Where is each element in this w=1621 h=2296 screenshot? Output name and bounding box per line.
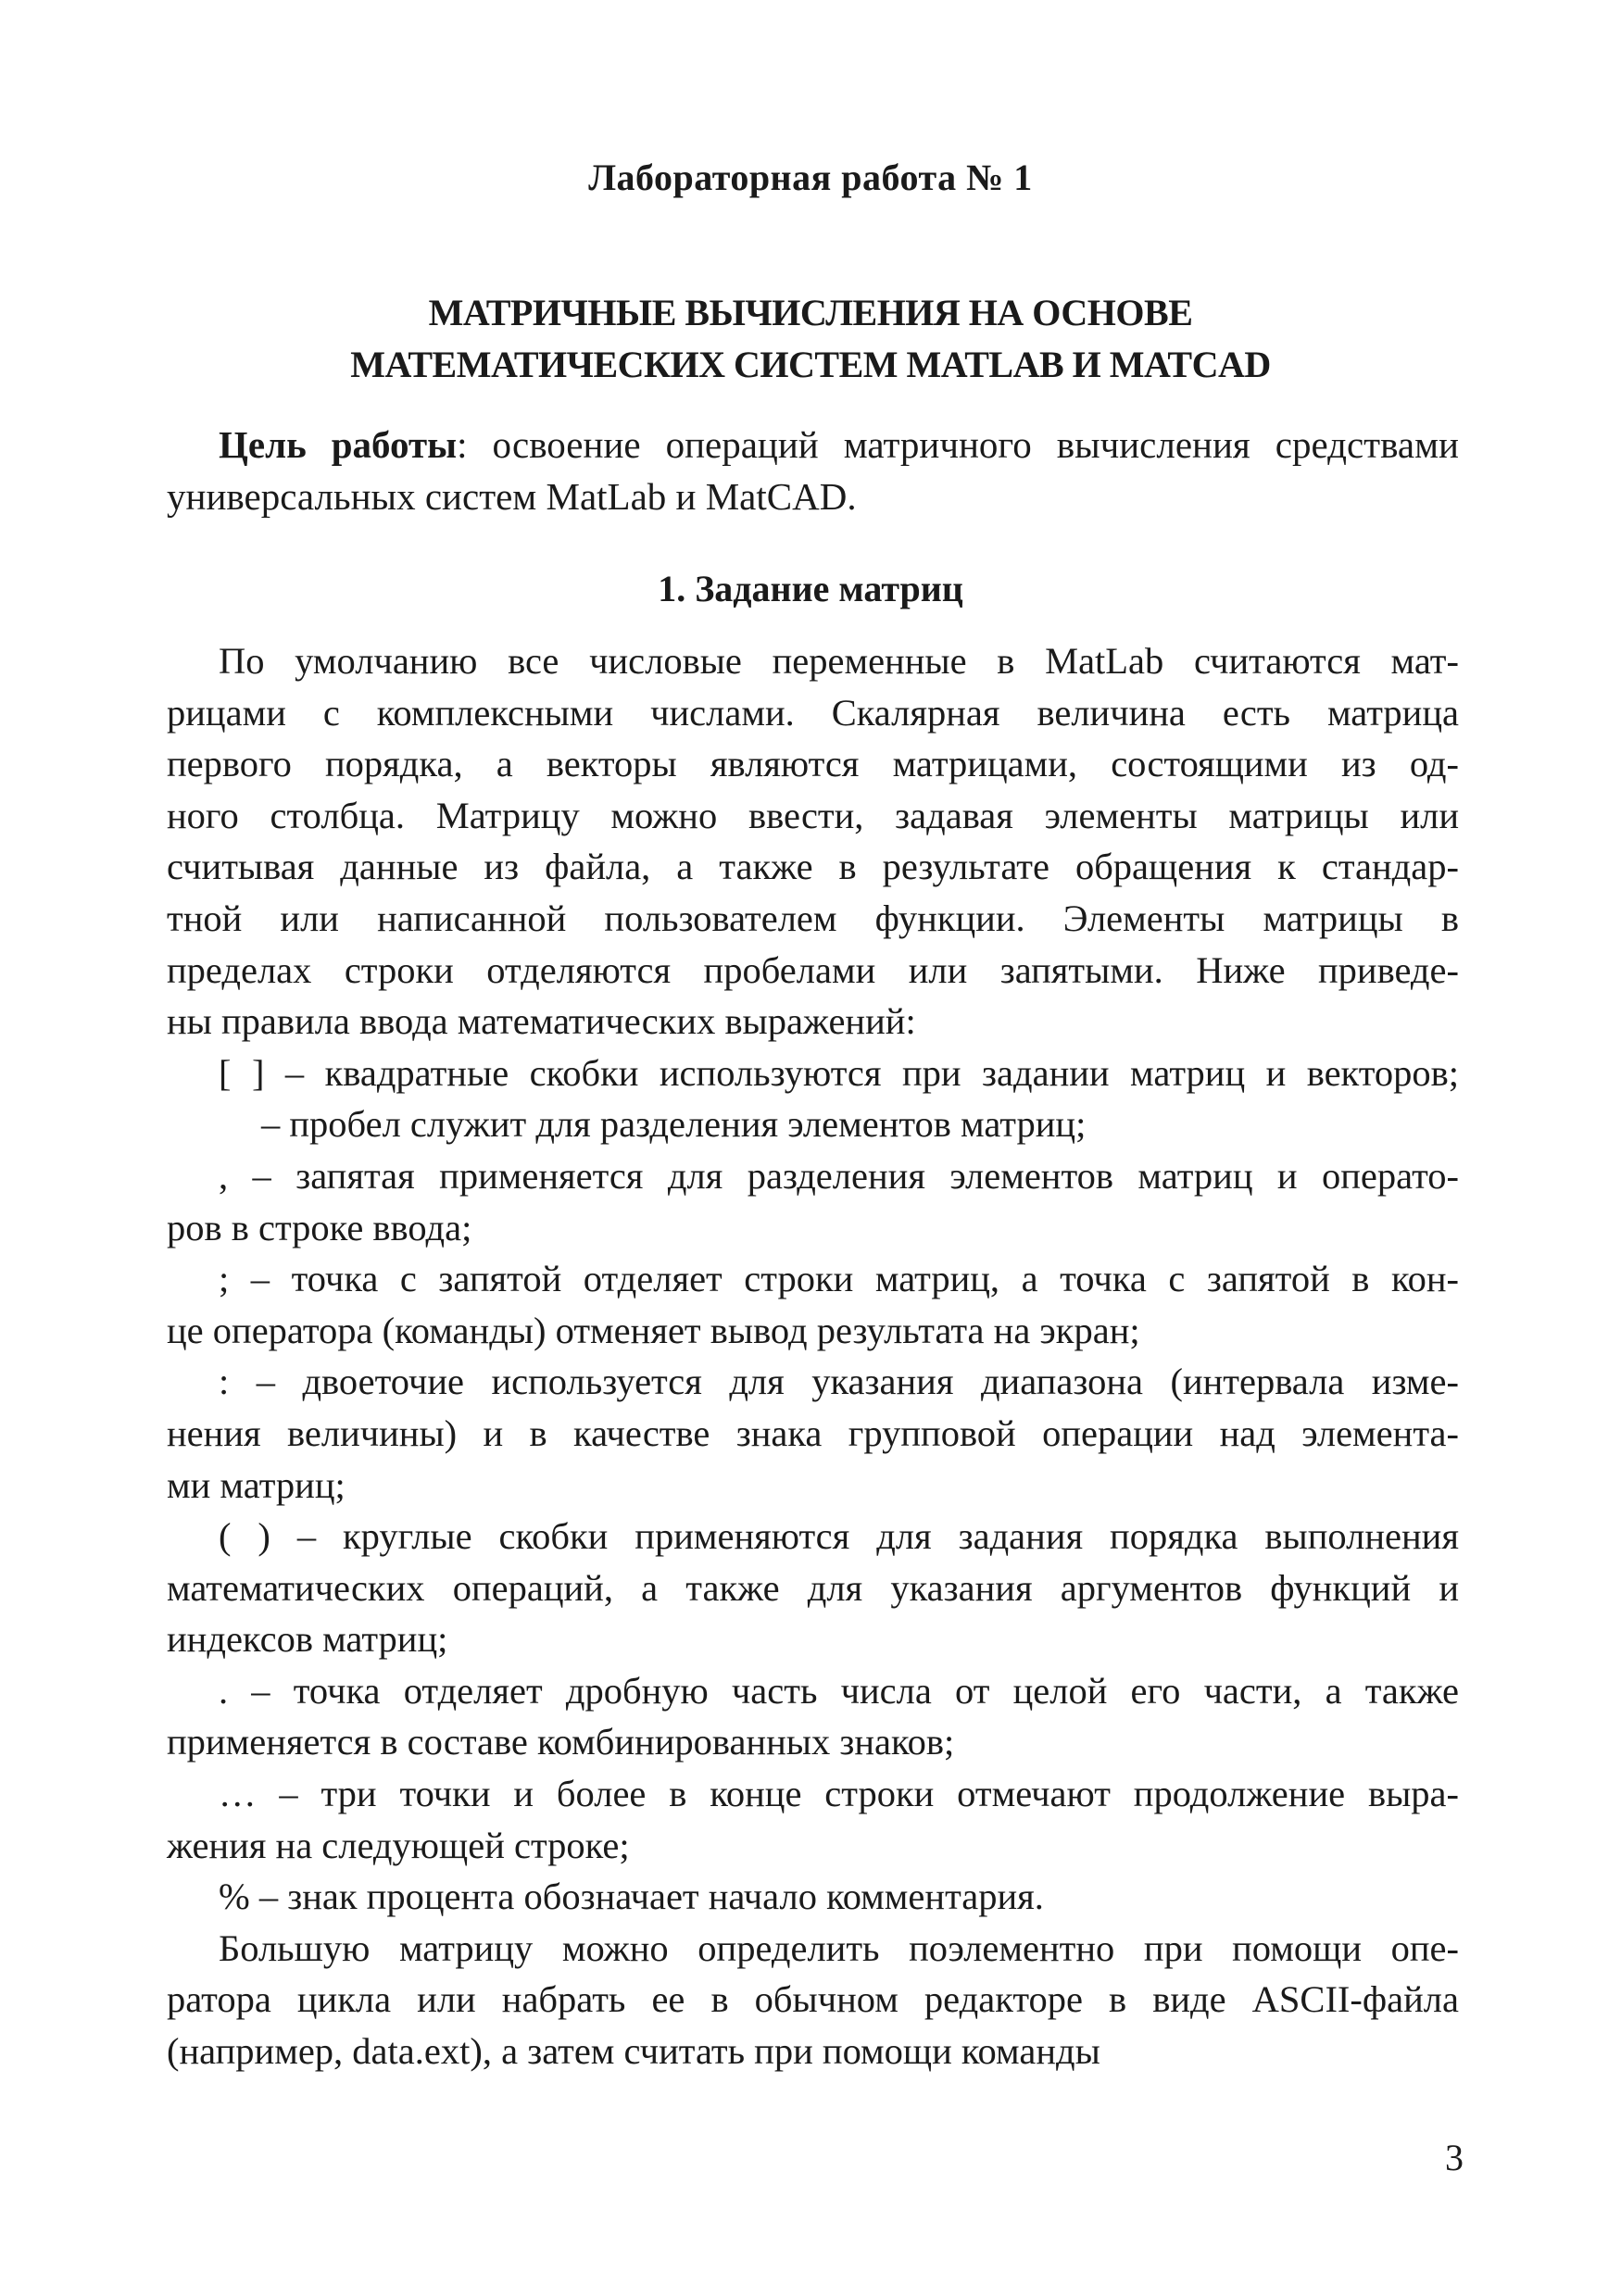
body-line: Большую матрицу можно определить поэлементно при помощи опе- — [219, 1926, 1459, 1969]
body-line: ны правила ввода математических выражений: — [167, 1000, 916, 1043]
goal-line-2: универсальных систем MatLab и MatCAD. — [167, 474, 857, 518]
body-line: % – знак процента обозначает начало комментария. — [219, 1876, 1044, 1918]
body-line: ми матриц; — [167, 1463, 346, 1506]
body-line: це оператора (команды) отменяет вывод результата на экран; — [167, 1309, 1140, 1351]
body-text — [167, 635, 1459, 2077]
body-line: – пробел служит для разделения элементов матриц; — [261, 1103, 1087, 1146]
goal-label: Цель работы — [219, 423, 458, 466]
body-line: , – запятая применяется для разделения элементов матриц и операто- — [219, 1154, 1459, 1197]
body-line: ров в строке ввода; — [167, 1206, 472, 1248]
topic-title — [0, 287, 1621, 391]
body-line: математических операций, а также для указания аргументов функций и — [167, 1566, 1459, 1609]
topic-title-line-2: МАТЕМАТИЧЕСКИХ СИСТЕМ MATLAB И MATCAD — [350, 344, 1271, 385]
body-line: нения величины) и в качестве знака групповой операции над элемента- — [167, 1411, 1459, 1454]
body-line: ( ) – круглые скобки применяются для задания порядка выполнения — [219, 1515, 1459, 1558]
goal-text: : освоение операций матричного вычисления средствами — [457, 423, 1459, 466]
body-line: ; – точка с запятой отделяет строки матриц, а точка с запятой в кон- — [219, 1258, 1459, 1300]
body-line: По умолчанию все числовые переменные в MatLab считаются мат- — [219, 640, 1459, 682]
body-line: применяется в составе комбинированных знаков; — [167, 1721, 955, 1763]
body-line: жения на следующей строке; — [167, 1824, 630, 1866]
body-line: индексов матриц; — [167, 1618, 448, 1661]
body-line: … – три точки и более в конце строки отмечают продолжение выра- — [219, 1773, 1459, 1815]
body-line: считывая данные из файла, а также в результате обращения к стандар- — [167, 846, 1459, 888]
section-title: 1. Задание матриц — [658, 568, 963, 609]
body-line: (например, data.ext), а затем считать при помощи команды — [167, 2030, 1100, 2073]
body-line: [ ] – квадратные скобки используются при задании матриц и векторов; — [219, 1051, 1459, 1094]
lab-title: Лабораторная работа № 1 — [588, 157, 1033, 198]
goal-paragraph — [167, 419, 1459, 521]
body-line: . – точка отделяет дробную часть числа от целой его части, а также — [219, 1669, 1459, 1712]
body-line: : – двоеточие используется для указания диапазона (интервала изме- — [219, 1361, 1459, 1403]
body-line: рицами с комплексными числами. Скалярная величина есть матрица — [167, 691, 1459, 734]
body-line: первого порядка, а векторы являются матрицами, состоящими из од- — [167, 743, 1459, 785]
topic-title-line-1: МАТРИЧНЫЕ ВЫЧИСЛЕНИЯ НА ОСНОВЕ — [428, 292, 1193, 333]
body-line: ратора цикла или набрать ее в обычном редакторе в виде ASCII-файла — [167, 1978, 1459, 2021]
body-line: пределах строки отделяются пробелами или запятыми. Ниже приведе- — [167, 948, 1459, 991]
page-number: 3 — [1445, 2137, 1464, 2178]
body-line: тной или написанной пользователем функции. Элементы матрицы в — [167, 897, 1459, 939]
goal-line-1 — [167, 419, 1459, 470]
body-line: ного столбца. Матрицу можно ввести, задавая элементы матрицы или — [167, 794, 1459, 836]
